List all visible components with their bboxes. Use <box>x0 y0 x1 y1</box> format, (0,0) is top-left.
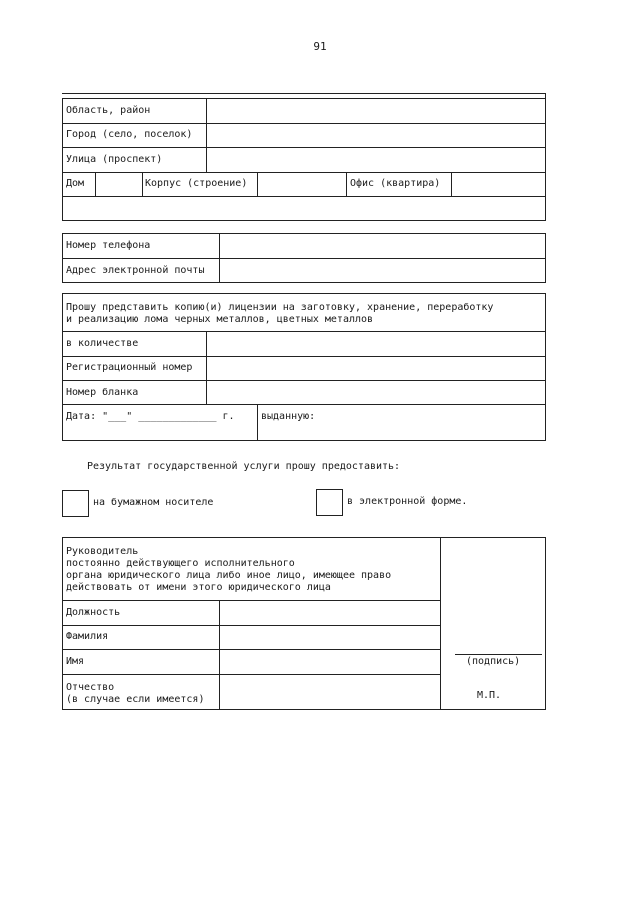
signature-label: (подпись) <box>466 656 521 667</box>
position-label: Должность <box>66 607 121 618</box>
position-field[interactable] <box>220 601 440 625</box>
surname-label: Фамилия <box>66 631 109 642</box>
request-text-line1: Прошу представить копию(и) лицензии на заготовку, хранение, переработку <box>66 302 494 313</box>
signature-field[interactable] <box>441 538 545 653</box>
paper-checkbox[interactable] <box>62 490 89 517</box>
form-number-label: Номер бланка <box>66 387 139 398</box>
city-field[interactable] <box>207 124 545 147</box>
address-col-divider <box>142 172 143 196</box>
reg-number-field[interactable] <box>207 357 545 380</box>
page-number: 91 <box>313 40 327 53</box>
building-label: Корпус (строение) <box>145 178 248 189</box>
name-field[interactable] <box>220 650 440 674</box>
signature-line <box>455 654 542 655</box>
house-field[interactable] <box>96 173 142 196</box>
issued-field[interactable] <box>258 405 545 440</box>
head-text: Руководитель постоянно действующего исполнительного органа юридического лица либо иное лицо, имеющее право действовать от имени этого юридического лица <box>66 546 392 593</box>
date-field[interactable] <box>63 405 257 440</box>
surname-field[interactable] <box>220 626 440 649</box>
region-field[interactable] <box>207 99 545 123</box>
address-extra-field[interactable] <box>63 197 545 220</box>
email-label: Адрес электронной почты <box>66 265 205 276</box>
electronic-checkbox[interactable] <box>316 489 343 516</box>
region-label: Область, район <box>66 105 151 116</box>
quantity-label: в количестве <box>66 338 139 349</box>
issued-label: выданную: <box>261 411 316 422</box>
stamp-label: М.П. <box>477 690 502 701</box>
electronic-label: в электронной форме. <box>347 496 468 507</box>
date-label: Дата: "___" _____________ г. <box>66 411 235 422</box>
request-text-line2: и реализацию лома черных металлов, цветных металлов <box>66 314 374 325</box>
patronymic-label: Отчество (в случае если имеется) <box>66 682 205 705</box>
building-field[interactable] <box>258 173 346 196</box>
name-label: Имя <box>66 656 85 667</box>
address-top-line <box>62 93 546 94</box>
form-number-field[interactable] <box>207 381 545 404</box>
address-col-divider <box>346 172 347 196</box>
result-prompt: Результат государственной услуги прошу предоставить: <box>87 461 401 472</box>
city-label: Город (село, поселок) <box>66 129 193 140</box>
office-field[interactable] <box>452 173 545 196</box>
quantity-field[interactable] <box>207 332 545 356</box>
street-label: Улица (проспект) <box>66 154 163 165</box>
paper-label: на бумажном носителе <box>93 497 214 508</box>
phone-field[interactable] <box>220 234 545 258</box>
reg-number-label: Регистрационный номер <box>66 362 193 373</box>
office-label: Офис (квартира) <box>350 178 441 189</box>
phone-label: Номер телефона <box>66 240 151 251</box>
house-label: Дом <box>66 178 85 189</box>
street-field[interactable] <box>207 148 545 172</box>
email-field[interactable] <box>220 259 545 282</box>
patronymic-field[interactable] <box>220 675 440 709</box>
